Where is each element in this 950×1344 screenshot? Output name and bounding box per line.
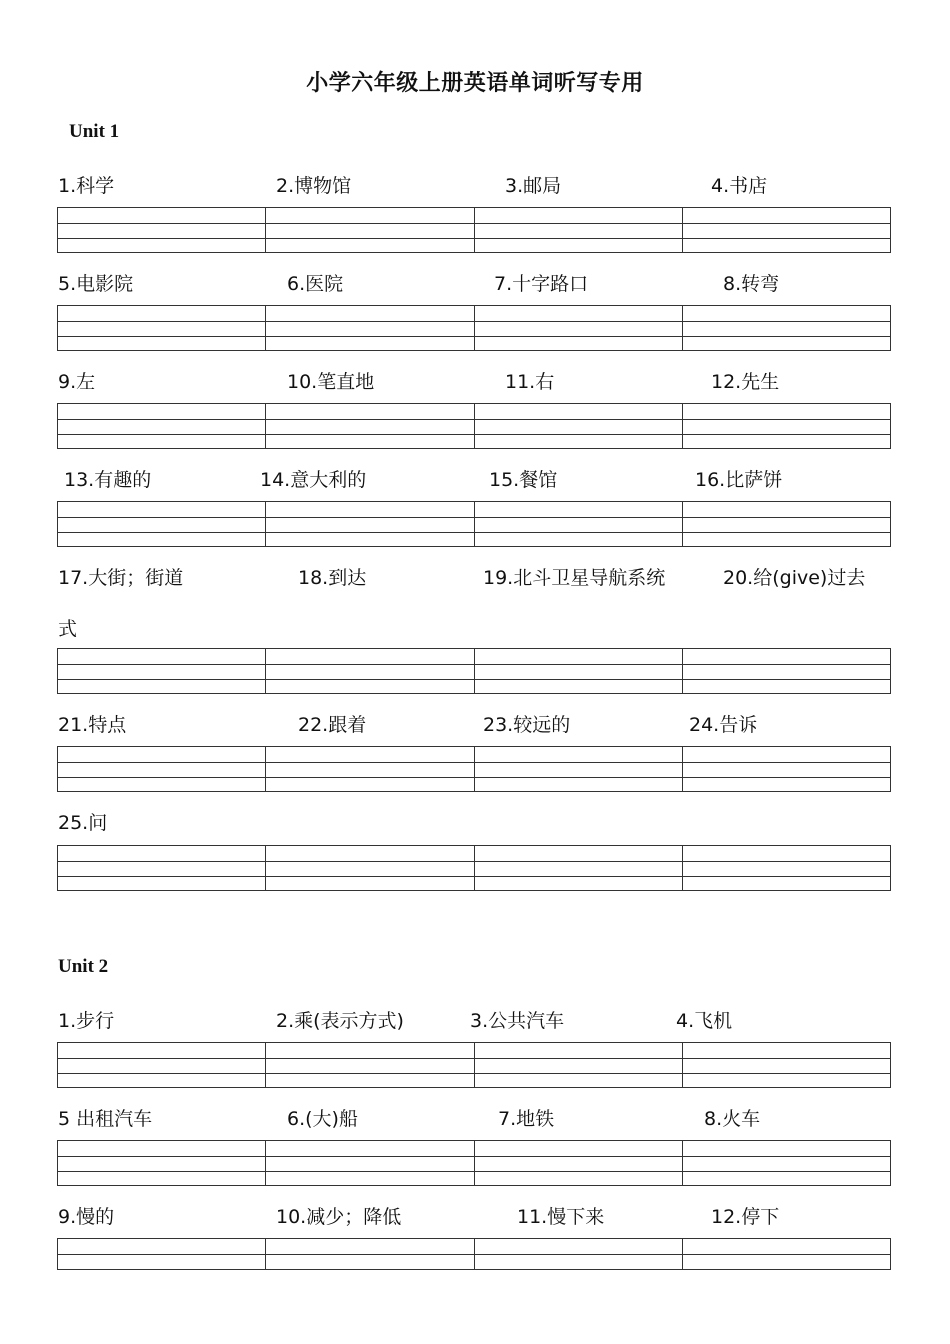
- word-prompt: 6.(大)船: [287, 1108, 358, 1130]
- word-prompt: 14.意大利的: [260, 469, 367, 491]
- answer-grid: [57, 1042, 891, 1088]
- answer-cell[interactable]: [58, 649, 266, 694]
- answer-cell[interactable]: [683, 747, 891, 792]
- answer-grid: [57, 746, 891, 792]
- answer-cell[interactable]: [475, 1239, 683, 1270]
- word-prompt: 12.停下: [711, 1206, 780, 1228]
- answer-cell[interactable]: [683, 208, 891, 253]
- word-prompt: 2.博物馆: [276, 175, 352, 197]
- answer-cell[interactable]: [475, 649, 683, 694]
- word-prompt: 15.餐馆: [489, 469, 558, 491]
- answer-cell[interactable]: [266, 1239, 474, 1270]
- word-prompt: 7.地铁: [498, 1108, 555, 1130]
- page-title: 小学六年级上册英语单词听写专用: [306, 71, 644, 96]
- word-prompt: 19.北斗卫星导航系统: [483, 567, 666, 589]
- word-prompt: 10.减少；降低: [276, 1206, 402, 1228]
- word-prompt: 24.告诉: [689, 714, 758, 736]
- word-prompt: 7.十字路口: [494, 273, 589, 295]
- answer-grid: [57, 845, 891, 891]
- word-prompt: 9.左: [58, 371, 96, 393]
- answer-cell[interactable]: [475, 502, 683, 547]
- word-prompt: 10.笔直地: [287, 371, 375, 393]
- answer-cell[interactable]: [266, 747, 474, 792]
- word-prompt: 3.邮局: [505, 175, 562, 197]
- word-prompt: 5 出租汽车: [58, 1108, 153, 1130]
- answer-cell[interactable]: [58, 1043, 266, 1088]
- unit-heading: Unit 1: [69, 121, 120, 142]
- answer-cell[interactable]: [58, 1239, 266, 1270]
- answer-cell[interactable]: [58, 306, 266, 351]
- answer-cell[interactable]: [58, 208, 266, 253]
- answer-cell[interactable]: [683, 846, 891, 891]
- answer-cell[interactable]: [683, 1239, 891, 1270]
- answer-cell[interactable]: [58, 502, 266, 547]
- word-prompt: 22.跟着: [298, 714, 367, 736]
- answer-cell[interactable]: [58, 1141, 266, 1186]
- answer-grid: [57, 648, 891, 694]
- answer-grid: [57, 305, 891, 351]
- answer-grid: [57, 501, 891, 547]
- answer-cell[interactable]: [475, 1141, 683, 1186]
- word-prompt: 4.书店: [711, 175, 768, 197]
- word-prompt: 25.问: [58, 812, 108, 834]
- word-prompt: 2.乘(表示方式): [276, 1010, 404, 1032]
- word-prompt-continuation: 式: [58, 618, 78, 640]
- answer-cell[interactable]: [58, 747, 266, 792]
- word-prompt: 20.给(give)过去: [723, 567, 866, 589]
- answer-cell[interactable]: [266, 404, 474, 449]
- answer-cell[interactable]: [683, 502, 891, 547]
- word-prompt: 1.科学: [58, 175, 115, 197]
- word-prompt: 8.火车: [704, 1108, 761, 1130]
- answer-grid: [57, 403, 891, 449]
- answer-grid: [57, 207, 891, 253]
- answer-cell[interactable]: [58, 404, 266, 449]
- answer-grid: [57, 1140, 891, 1186]
- word-prompt: 4.飞机: [676, 1010, 733, 1032]
- word-prompt: 11.慢下来: [517, 1206, 605, 1228]
- word-prompt: 3.公共汽车: [470, 1010, 565, 1032]
- answer-cell[interactable]: [266, 1043, 474, 1088]
- answer-cell[interactable]: [266, 649, 474, 694]
- word-prompt: 17.大街；街道: [58, 567, 184, 589]
- answer-cell[interactable]: [683, 404, 891, 449]
- answer-cell[interactable]: [266, 306, 474, 351]
- word-prompt: 5.电影院: [58, 273, 134, 295]
- answer-cell[interactable]: [475, 846, 683, 891]
- answer-cell[interactable]: [475, 208, 683, 253]
- word-prompt: 6.医院: [287, 273, 344, 295]
- answer-cell[interactable]: [266, 846, 474, 891]
- word-prompt: 23.较远的: [483, 714, 571, 736]
- answer-cell[interactable]: [683, 649, 891, 694]
- answer-cell[interactable]: [266, 208, 474, 253]
- answer-cell[interactable]: [475, 306, 683, 351]
- answer-cell[interactable]: [683, 306, 891, 351]
- answer-cell[interactable]: [475, 1043, 683, 1088]
- answer-cell[interactable]: [58, 846, 266, 891]
- answer-cell[interactable]: [475, 747, 683, 792]
- answer-cell[interactable]: [683, 1043, 891, 1088]
- word-prompt: 1.步行: [58, 1010, 115, 1032]
- word-prompt: 18.到达: [298, 567, 367, 589]
- word-prompt: 8.转弯: [723, 273, 780, 295]
- answer-cell[interactable]: [475, 404, 683, 449]
- answer-grid: [57, 1238, 891, 1270]
- unit-heading: Unit 2: [58, 956, 109, 977]
- word-prompt: 9.慢的: [58, 1206, 115, 1228]
- answer-cell[interactable]: [266, 1141, 474, 1186]
- word-prompt: 16.比萨饼: [695, 469, 783, 491]
- answer-cell[interactable]: [683, 1141, 891, 1186]
- answer-cell[interactable]: [266, 502, 474, 547]
- word-prompt: 12.先生: [711, 371, 780, 393]
- word-prompt: 21.特点: [58, 714, 127, 736]
- word-prompt: 11.右: [505, 371, 555, 393]
- word-prompt: 13.有趣的: [64, 469, 152, 491]
